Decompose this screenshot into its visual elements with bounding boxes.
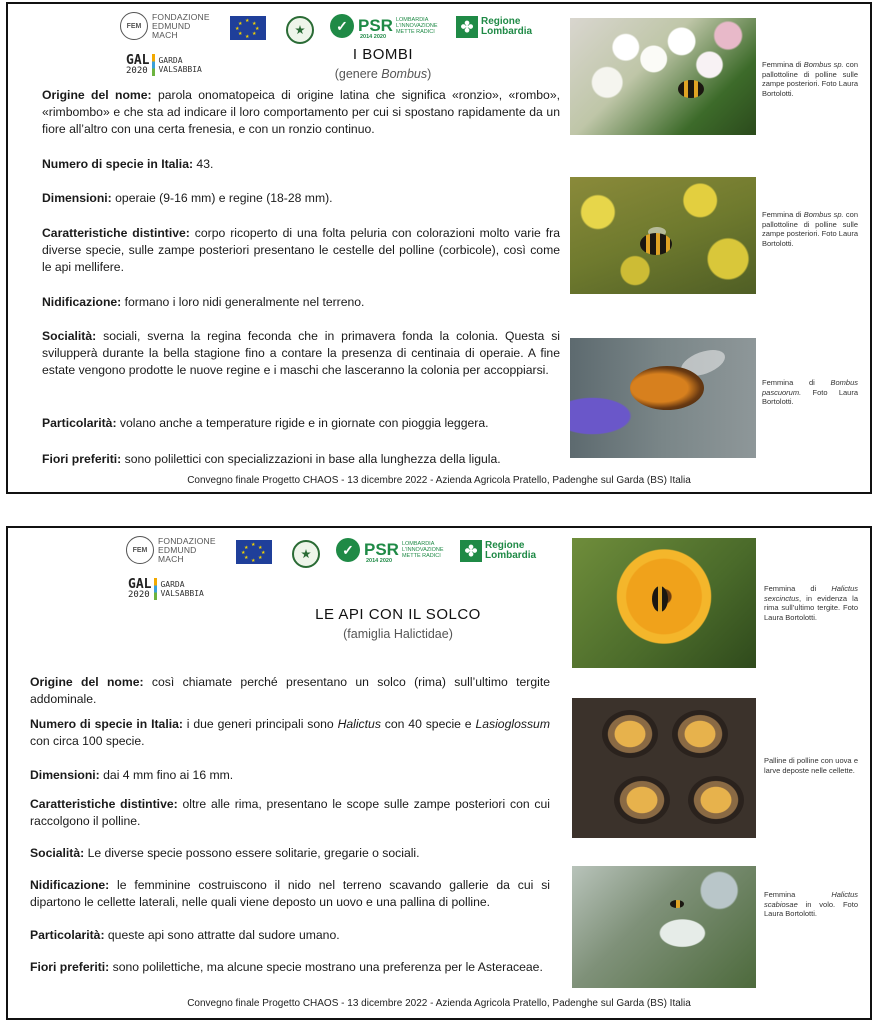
paragraph-nidificazione: Nidificazione: le femminine costruiscono il nido nel terreno scavando gallerie da cui si dipartono le cellette laterali, nelle quali viene deposto un uovo e una pallina di polline.	[30, 878, 550, 909]
paragraph-socialita: Socialità: Le diverse specie possono essere solitarie, gregarie o sociali.	[30, 846, 420, 860]
caption-photo-6: Femmina Halictus scabiosae in volo. Foto Laura Bortolotti.	[764, 890, 858, 918]
paragraph-particolarita: Particolarità: queste api sono attratte dal sudore umano.	[30, 928, 340, 942]
psr-sub-1: LOMBARDIA	[401, 541, 435, 547]
psr-sub-1: LOMBARDIA	[395, 17, 429, 23]
gal-garda-valsabbia-logo	[126, 54, 202, 76]
panel-subtitle: (genere Bombus)	[334, 67, 432, 81]
fondazione-mach-logo	[120, 12, 210, 40]
mach-emblem-icon: FEM	[120, 12, 148, 40]
psr-years: 2014 2020	[366, 558, 392, 564]
caption-photo-2: Femmina di Bombus sp. con pallottoline di polline sulle zampe posteriori. Foto Laura Bortolotti.	[762, 210, 858, 248]
eu-flag-icon: ★ ★ ★ ★ ★ ★ ★ ★	[230, 16, 266, 40]
footer-text: Convegno finale Progetto CHAOS - 13 dicembre 2022 - Azienda Agricola Pratello, Padenghe sul Garda (BS) Italia	[187, 475, 691, 486]
paragraph-fiori: Fiori preferiti: sono polilettici con specializzazioni in base alla lunghezza della ligula.	[42, 452, 501, 466]
fem-line-3: MACH	[152, 29, 178, 40]
psr-text: PSR	[364, 540, 399, 559]
photo-bombus-yellow-flowers	[570, 177, 756, 294]
regione-lombardia-logo	[456, 16, 532, 38]
gal-color-bar	[154, 578, 157, 600]
gal-year: 2020	[128, 589, 150, 600]
regione-lombardia-logo	[460, 540, 536, 562]
paragraph-numero: Numero di specie in Italia: i due generi principali sono Halictus con 40 specie e Lasioglossum con circa 100 specie.	[30, 717, 550, 748]
psr-sub-2: L'INNOVAZIONE	[401, 547, 444, 553]
paragraph-particolarita: Particolarità: volano anche a temperature rigide e in giornate con pioggia leggera.	[42, 416, 489, 430]
fem-line-3: MACH	[158, 553, 184, 564]
gal-main: GAL	[128, 576, 152, 592]
panel-title: LE API CON IL SOLCO	[315, 606, 481, 623]
paragraph-caratteristiche: Caratteristiche distintive: oltre alle rima, presentano le scope sulle zampe posteriori con cui raccolgono il polline.	[30, 797, 550, 828]
caption-photo-1: Femmina di Bombus sp. con pallottoline di polline sulle zampe posteriori. Foto Laura Bortolotti.	[762, 60, 858, 98]
regione-cross-icon: ✤	[460, 540, 482, 562]
paragraph-origine: Origine del nome: parola onomatopeica di origine latina che significa «ronzio», «rombo», «rimbombo» e che sta ad indicare il loro comportamento per cui si spostano rapidamente da un fiore all’altro con una certa frenesia, e con un ronzio continuo.	[42, 88, 561, 136]
gal-year: 2020	[126, 65, 148, 76]
psr-text: PSR	[358, 16, 393, 35]
paragraph-nidificazione: Nidificazione: formano i loro nidi generalmente nel terreno.	[42, 295, 365, 309]
psr-lombardia-logo	[330, 14, 438, 38]
eu-flag-icon: ★ ★ ★ ★ ★ ★ ★ ★	[236, 540, 272, 564]
description-text	[42, 87, 560, 472]
gal-color-bar	[152, 54, 155, 76]
fem-line-1: FONDAZIONE	[158, 535, 216, 546]
mach-emblem-icon: FEM	[126, 536, 154, 564]
description-text	[30, 674, 550, 994]
psr-lombardia-logo	[336, 538, 444, 562]
paragraph-dimensioni: Dimensioni: operaie (9-16 mm) e regine (18-28 mm).	[42, 191, 333, 205]
psr-years: 2014 2020	[360, 34, 386, 40]
caption-photo-3: Femmina di Bombus pascuorum. Foto Laura Bortolotti.	[762, 378, 858, 406]
paragraph-origine: Origine del nome: così chiamate perché presentano un solco (rima) sull’ultimo tergite addominale.	[30, 675, 550, 706]
fem-line-2: EDMUND	[152, 20, 191, 31]
regione-cross-icon: ✤	[456, 16, 478, 38]
paragraph-numero: Numero di specie in Italia: 43.	[42, 157, 214, 171]
psr-sub-3: METTE RADICI	[401, 553, 441, 559]
italian-republic-emblem-icon	[292, 540, 320, 568]
photo-bombus-white-flowers	[570, 18, 756, 135]
paragraph-caratteristiche: Caratteristiche distintive: corpo ricoperto di una folta peluria con colorazioni molto varie fra diverse specie, sulle zampe posteriori presentano le cestelle del polline (corbicole), così come le api mellifere.	[42, 226, 560, 274]
photo-pollen-cells	[572, 698, 756, 838]
footer-text: Convegno finale Progetto CHAOS - 13 dicembre 2022 - Azienda Agricola Pratello, Padenghe sul Garda (BS) Italia	[187, 998, 691, 1009]
gal-side-2: VALSABBIA	[158, 65, 202, 74]
caption-photo-4: Femmina di Halictus sexcinctus, in evidenza la rima sull’ultimo tergite. Foto Laura Bortolotti.	[764, 584, 858, 622]
regione-line-2: Lombardia	[481, 26, 533, 37]
panel-title: I BOMBI	[352, 46, 414, 63]
psr-sub-2: L'INNOVAZIONE	[395, 23, 438, 29]
gal-side-2: VALSABBIA	[160, 589, 204, 598]
panel-api-solco	[6, 526, 872, 1020]
paragraph-dimensioni: Dimensioni: dai 4 mm fino ai 16 mm.	[30, 768, 234, 782]
regione-line-1: Regione	[481, 16, 521, 27]
psr-check-icon: ✓	[336, 538, 360, 562]
panel-bombi	[6, 2, 872, 494]
paragraph-socialita: Socialità: sociali, sverna la regina feconda che in primavera fonda la colonia. Questa si svilupperà durante la bella stagione fino a contare la presenza di centinaia di operaie. A fine estate vengono prodotte le nuove regine e i maschi che lasceranno la colonia per accoppiarsi.	[42, 329, 560, 377]
fem-line-2: EDMUND	[158, 544, 197, 555]
psr-sub-3: METTE RADICI	[395, 29, 435, 35]
gal-main: GAL	[126, 52, 150, 68]
caption-photo-5: Palline di polline con uova e larve deposte nelle cellette.	[764, 756, 858, 775]
gal-side-1: GARDA	[158, 56, 183, 65]
pollen-cell	[602, 710, 658, 758]
fondazione-mach-logo	[126, 536, 216, 564]
photo-halictus-scabiosae	[572, 866, 756, 988]
panel-subtitle: (famiglia Halictidae)	[343, 627, 453, 641]
fem-line-1: FONDAZIONE	[152, 11, 210, 22]
psr-check-icon: ✓	[330, 14, 354, 38]
regione-line-2: Lombardia	[485, 550, 537, 561]
gal-side-1: GARDA	[160, 580, 185, 589]
photo-halictus-sexcinctus	[572, 538, 756, 668]
italian-republic-emblem-icon	[286, 16, 314, 44]
regione-line-1: Regione	[485, 540, 525, 551]
gal-garda-valsabbia-logo	[128, 578, 204, 600]
pollen-cell	[672, 710, 728, 758]
photo-bombus-pascuorum	[570, 338, 756, 458]
paragraph-fiori: Fiori preferiti: sono polilettiche, ma alcune specie mostrano una preferenza per le Asteraceae.	[30, 960, 543, 974]
pollen-cell	[614, 776, 670, 824]
pollen-cell	[688, 776, 744, 824]
